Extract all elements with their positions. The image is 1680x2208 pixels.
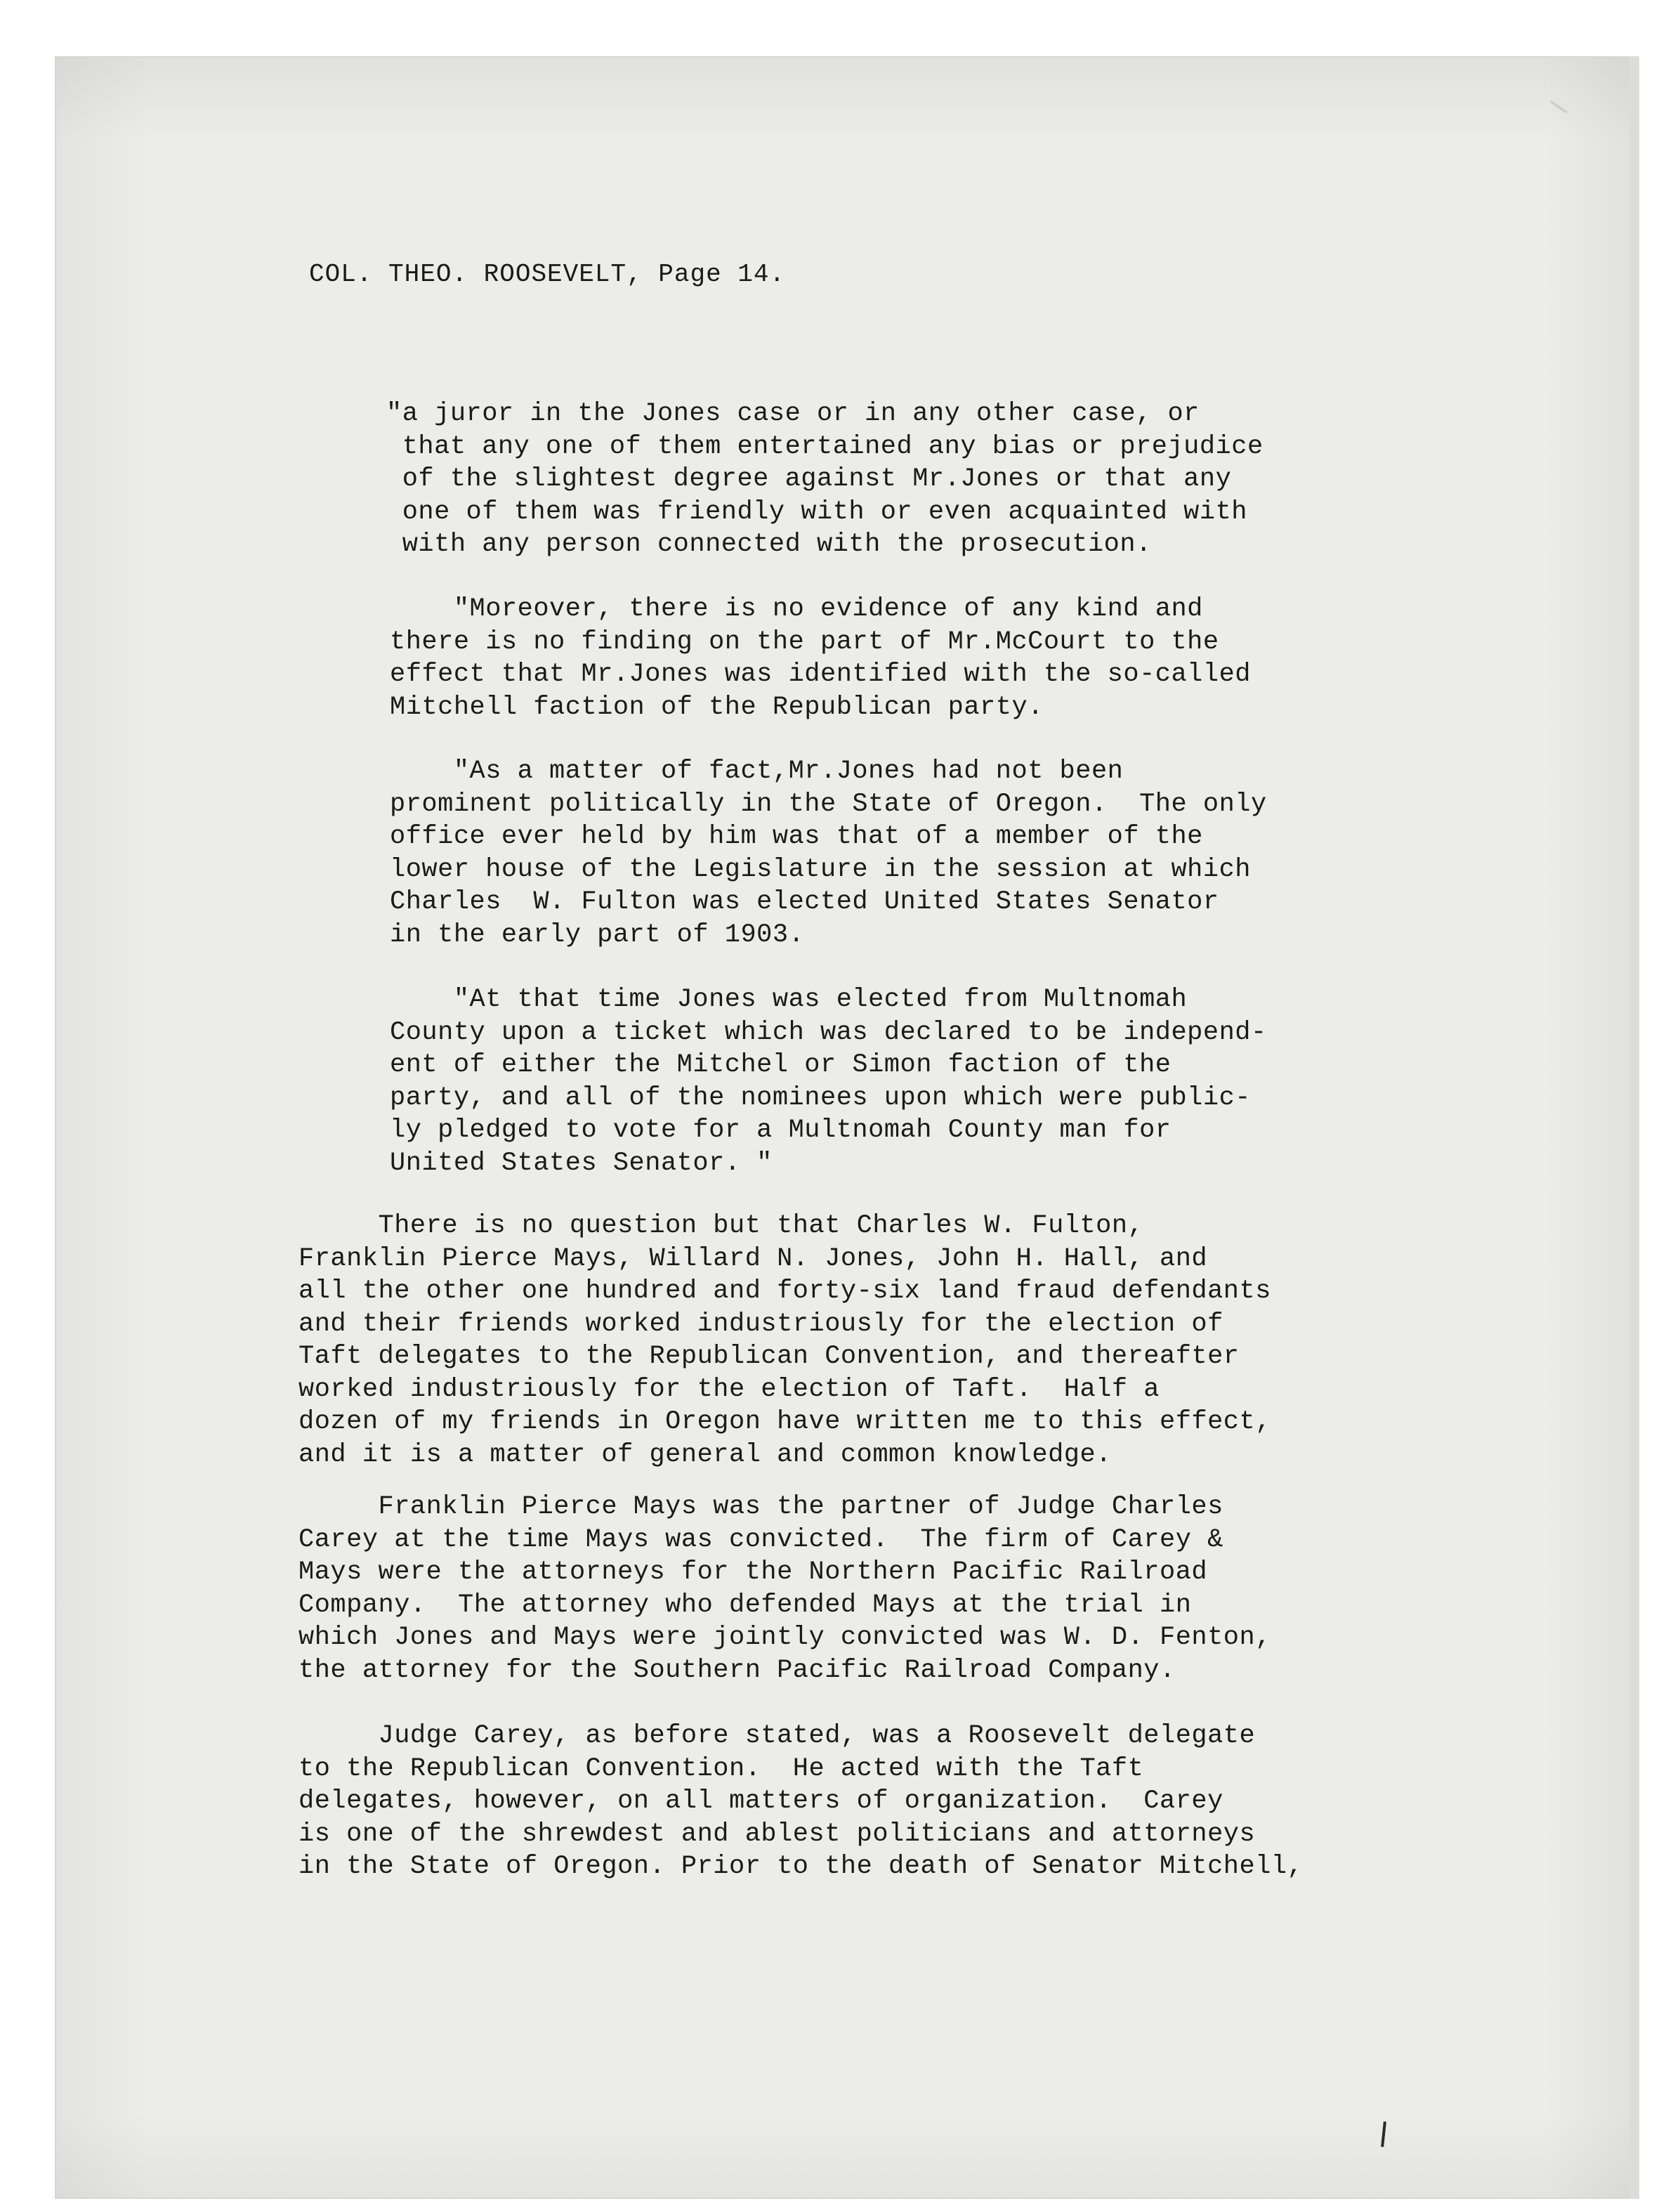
paper-edge [1629, 56, 1639, 2199]
page-header: COL. THEO. ROOSEVELT, Page 14. [309, 260, 786, 289]
paragraph-4: "At that time Jones was elected from Multnomah County upon a ticket which was declared to be independ- ent of either the Mitchel or Simon faction of the party, and all of the nominees upon which were public- ly pledged to vote for a Multnomah County man for United States Senator. " [390, 985, 1267, 1178]
paragraph-2: "Moreover, there is no evidence of any kind and there is no finding on the part of Mr.McCourt to the effect that Mr.Jones was identified with the so-called Mitchell faction of the Republican party. [390, 594, 1251, 722]
paragraph-7: Judge Carey, as before stated, was a Roosevelt delegate to the Republican Convention. He acted with the Taft delegates, however, on all matters of organization. Carey is one of the shrewdest and ablest politicians and attorneys in the State of Oregon. Prior to the death of Senator Mitchell, [298, 1721, 1304, 1881]
paragraph-1: "a juror in the Jones case or in any other case, or that any one of them entertained any bias or prejudice of the slightest degree against Mr.Jones or that any one of them was friendly with or even acquainted with with any person connected with the prosecution. [386, 399, 1264, 559]
paragraph-3: "As a matter of fact,Mr.Jones had not been prominent politically in the State of Oregon. The only office ever held by him was that of a member of the lower house of the Legislature in the session at which Charles W. Fulton was elected United States Senator in the early part of 1903. [390, 757, 1267, 950]
paragraph-5: There is no question but that Charles W. Fulton, Franklin Pierce Mays, Willard N. Jones, John H. Hall, and all the other one hundred and forty-six land fraud defendants and their friends worked industriously for the election of Taft delegates to the Republican Convention, and thereafter worked industriously for the election of Taft. Half a dozen of my friends in Oregon have written me to this effect, and it is a matter of general and common knowledge. [298, 1211, 1271, 1470]
paragraph-6: Franklin Pierce Mays was the partner of Judge Charles Carey at the time Mays was convicted. The firm of Carey & Mays were the attorneys for the Northern Pacific Railroad Company. The attorney who defended Mays at the trial in which Jones and Mays were jointly convicted was W. D. Fenton, the attorney for the Southern Pacific Railroad Company. [298, 1492, 1271, 1685]
